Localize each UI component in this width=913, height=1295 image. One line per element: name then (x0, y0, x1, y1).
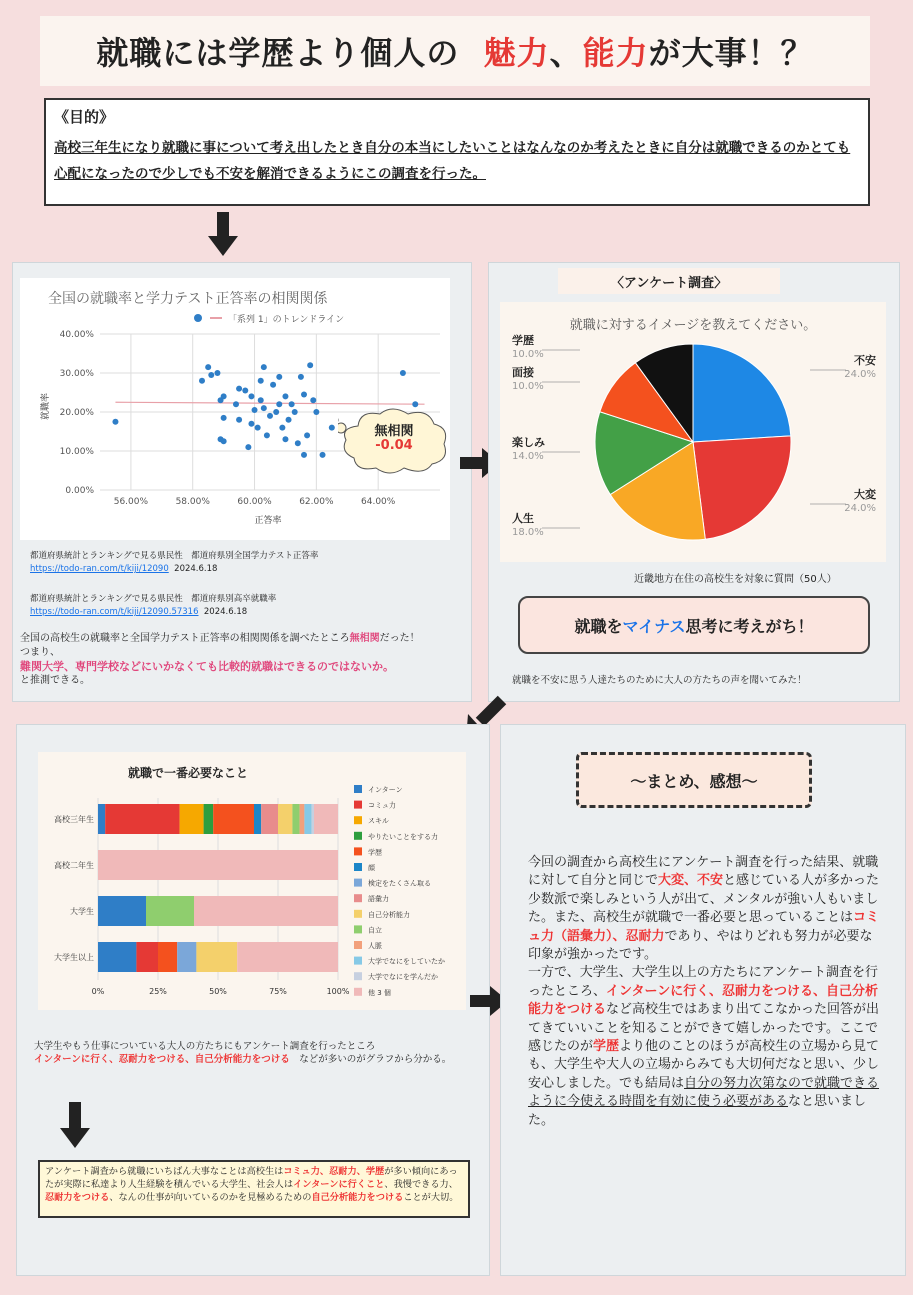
bar-x-tick: 100% (326, 987, 350, 996)
bar-segment (312, 804, 314, 834)
scatter-point (313, 409, 319, 415)
scatter-title: 全国の就職率と学力テスト正答率の相関関係 (48, 291, 328, 307)
bar-legend-label: 検定をたくさん取る (368, 879, 431, 888)
bar-title: 就職で一番必要なこと (127, 766, 248, 780)
purpose-box (44, 98, 870, 206)
scatter-point (258, 378, 264, 384)
conclusion-minus: マイナス (622, 616, 686, 636)
pie-label-percent: 24.0% (844, 369, 876, 380)
bar-legend-swatch (354, 816, 362, 824)
bar-segment (314, 804, 338, 834)
survey-note: 近畿地方在住の高校生を対象に質問（50人） (634, 574, 837, 585)
summary-p2-c: より他のことのほうが高校生の立場から見ても、大学生や大人の立場からみても大切何だなと思い、少し安心しました。でも結局は (528, 1039, 880, 1091)
source-2-date: 2024.6.18 (203, 607, 248, 617)
bar-legend-swatch (354, 925, 362, 933)
scatter-point (304, 432, 310, 438)
scatter-point (199, 378, 205, 384)
scatter-point (292, 409, 298, 415)
adult-line-1: 大学生やもう仕事についている大人の方たちにもアンケート調査を行ったところ (34, 1041, 376, 1052)
conclusion-suffix: 思考に考えがち！ (685, 616, 814, 636)
source-2-title: 都道府県統計とランキングで見る県民性 都道府県別高卒就職率 (30, 594, 277, 604)
box-highlight-2: インターンに行くこと (293, 1179, 385, 1190)
summary-text (528, 854, 884, 1130)
scatter-point (400, 370, 406, 376)
bar-x-tick: 75% (269, 987, 287, 996)
bar-segment (194, 896, 338, 926)
scatter-point (205, 364, 211, 370)
title-text: 就職には学歴より個人の (96, 34, 460, 72)
pie-label-percent: 24.0% (844, 503, 876, 514)
scatter-x-tick: 58.00% (175, 497, 210, 507)
bar-legend-swatch (354, 879, 362, 887)
analysis-line-1: 全国の高校生の就職率と全国学力テスト正答率の相関関係を調べたところ (20, 633, 350, 644)
analysis-text (20, 632, 468, 688)
summary-p2-underline: 自分の努力次第なので就職できるように今使える時間を有効に使う必要がある (528, 1075, 880, 1110)
analysis-line-1-end: だった！ (379, 633, 420, 644)
scatter-point (112, 419, 118, 425)
survey-conclusion (518, 596, 870, 654)
bar-legend-label: 人脈 (368, 942, 382, 950)
scatter-point (298, 374, 304, 380)
scatter-y-tick: 30.00% (59, 369, 94, 379)
bar-category-label: 大学生 (70, 907, 94, 916)
scatter-point (273, 409, 279, 415)
scatter-point (301, 391, 307, 397)
bar-segment (254, 804, 261, 834)
bar-x-tick: 50% (209, 987, 227, 996)
scatter-point (245, 444, 251, 450)
source-1-link[interactable]: https://todo-ran.com/t/kiji/12090 (30, 564, 169, 574)
scatter-point (258, 397, 264, 403)
bar-legend-swatch (354, 894, 362, 902)
scatter-point (276, 374, 282, 380)
bar-segment (196, 942, 237, 972)
purpose-text: 高校三年生になり就職に事について考え出したとき自分の本当にしたいことはなんなのか考えたときに自分は就職できるのかとても心配になったので少しでも不安を解消できるようにこの調査を行った。 (54, 140, 851, 182)
bar-segment (98, 850, 338, 880)
title-comma: 、 (549, 34, 583, 72)
bar-legend-swatch (354, 972, 362, 980)
scatter-y-tick: 40.00% (59, 330, 94, 340)
pie-label-percent: 14.0% (512, 451, 544, 462)
pie-label-name: 楽しみ (512, 436, 545, 449)
analysis-line-2: つまり、 (20, 647, 60, 658)
scatter-point (248, 421, 254, 427)
scatter-point (214, 370, 220, 376)
adult-highlight: インターンに行く、忍耐力をつける、自己分析能力をつける (34, 1054, 290, 1065)
pie-label-name: 大変 (854, 488, 876, 501)
purpose-heading: 《目的》 (54, 108, 115, 126)
x-axis-label: 正答率 (254, 516, 282, 526)
bar-legend-label: スキル (368, 817, 389, 826)
bar-segment (177, 942, 196, 972)
bar-segment (278, 804, 292, 834)
summary-p2-highlight: インターンに行く、忍耐力をつける、自己分析能力をつける (528, 983, 878, 1018)
scatter-point (252, 407, 258, 413)
bar-legend-swatch (354, 957, 362, 965)
box-text-4: 、なんの仕事が向いているのかを見極めるための (109, 1192, 312, 1203)
bar-legend-swatch (354, 847, 362, 855)
pie-chart-card (500, 302, 886, 562)
summary-p1: 今回の調査から高校生にアンケート調査を行った結果、就職に対して自分と同じで (528, 855, 879, 889)
box-highlight-4: 自己分析能力をつける (311, 1192, 404, 1203)
bar-legend-label: 自立 (368, 926, 382, 935)
arrow-down-icon-2 (60, 1102, 90, 1154)
bar-legend-swatch (354, 910, 362, 918)
bar-legend-label: 語彙力 (368, 895, 389, 904)
scatter-point (310, 397, 316, 403)
bar-x-tick: 25% (149, 987, 167, 996)
scatter-point (270, 382, 276, 388)
bar-legend-label: 自己分析能力 (368, 910, 410, 919)
scatter-point (307, 362, 313, 368)
bar-legend-swatch (354, 863, 362, 871)
bar-x-tick: 0% (91, 987, 105, 996)
source-2 (30, 593, 276, 619)
bar-legend-label: 大学でなにを学んだか (368, 973, 438, 982)
box-highlight-1: コミュ力、忍耐力、学歴 (283, 1166, 385, 1177)
bar-category-label: 大学生以上 (54, 953, 94, 962)
callout-value: -0.04 (375, 438, 413, 453)
bar-legend-swatch (354, 801, 362, 809)
pie-question: 就職に対するイメージを教えてください。 (569, 318, 817, 333)
scatter-point (236, 386, 242, 392)
scatter-point (264, 432, 270, 438)
scatter-point (279, 425, 285, 431)
scatter-point (218, 436, 224, 442)
bar-segment (146, 896, 194, 926)
bar-segment (304, 804, 311, 834)
scatter-point (320, 452, 326, 458)
pie-slice (693, 344, 791, 442)
pie-label-percent: 10.0% (512, 381, 544, 392)
bar-segment (261, 804, 278, 834)
summary-p2-d: なと思いました。 (528, 1094, 867, 1128)
scatter-point (286, 417, 292, 423)
box-text-2: が多い傾向にあったが実際に私達より人生経験を積んでいる大学生、社会人は (45, 1166, 458, 1190)
survey-followup: 就職を不安に思う人達たちのために大人の方たちの声を聞いてみた！ (512, 675, 807, 686)
summary-p2-highlight-2: 学歴 (593, 1039, 620, 1055)
scatter-point (276, 401, 282, 407)
scatter-point (261, 364, 267, 370)
title-highlight-charm: 魅力 (483, 34, 550, 72)
scatter-point (282, 436, 288, 442)
pie-label-name: 人生 (512, 512, 534, 525)
scatter-point (301, 452, 307, 458)
scatter-y-tick: 20.00% (59, 408, 94, 418)
pie-chart (500, 302, 886, 562)
pie-label-name: 面接 (512, 366, 534, 379)
bar-category-label: 高校二年生 (54, 861, 94, 870)
bar-segment (158, 942, 177, 972)
bar-segment (213, 804, 254, 834)
bar-segment (292, 804, 299, 834)
bar-legend-label: やりたいことをする力 (368, 832, 438, 841)
bar-legend-swatch (354, 941, 362, 949)
scatter-point (295, 440, 301, 446)
legend-point-marker (194, 314, 202, 322)
stacked-bar-chart (38, 752, 466, 1010)
scatter-point (236, 417, 242, 423)
title-suffix: が大事！？ (648, 34, 814, 72)
scatter-x-tick: 60.00% (237, 497, 272, 507)
scatter-point (208, 372, 214, 378)
callout-title: 無相関 (374, 424, 414, 439)
bar-segment (136, 942, 158, 972)
summary-heading: 〜まとめ、感想〜 (630, 771, 758, 791)
survey-heading-box (558, 268, 780, 294)
bar-segment (98, 804, 105, 834)
summary-heading-box (576, 752, 812, 808)
y-axis-label: 就職率 (41, 392, 51, 420)
scatter-point (221, 415, 227, 421)
bar-segment (98, 942, 136, 972)
legend-trend-label: 「系列 1」のトレンドライン (228, 315, 345, 325)
scatter-x-tick: 56.00% (113, 497, 149, 507)
pie-label-percent: 18.0% (512, 527, 544, 538)
box-text-1: アンケート調査から就職にいちばん大事なことは高校生は (45, 1166, 284, 1177)
bar-legend-label: 他 3 個 (368, 988, 391, 997)
analysis-line-3: 難関大学、専門学校などにいかなくても比較的就職はできるのではないか。 (20, 660, 394, 673)
box-text-5: ことが大切。 (403, 1192, 459, 1203)
pie-label-name: 不安 (854, 354, 876, 367)
survey-heading: 〈アンケート調査〉 (610, 275, 728, 291)
scatter-y-tick: 10.00% (59, 447, 94, 457)
scatter-point (261, 405, 267, 411)
bar-chart-card (38, 752, 466, 1010)
bar-segment (204, 804, 214, 834)
pie-label-percent: 10.0% (512, 349, 544, 360)
scatter-point (242, 388, 248, 394)
summary-p1-highlight-2: コミュ力（語彙力）、忍耐力 (528, 910, 880, 944)
bar-legend-label: インターン (368, 786, 403, 794)
scatter-point (255, 425, 261, 431)
bar-legend-swatch (354, 988, 362, 996)
pie-slice (693, 436, 791, 539)
scatter-point (329, 425, 335, 431)
bar-legend-swatch (354, 785, 362, 793)
arrow-down-icon (208, 212, 238, 262)
scatter-point (221, 393, 227, 399)
summary-p2-b: など高校生ではあまり出てこなかった回答が出てきていいことを知ることができて嬉しかったです。ここで感じたのが (528, 1002, 880, 1055)
bar-legend-label: コミュ力 (368, 801, 396, 810)
bar-segment (237, 942, 338, 972)
scatter-point (267, 413, 273, 419)
bar-legend-swatch (354, 832, 362, 840)
bar-category-label: 高校三年生 (54, 815, 94, 824)
analysis-line-4: と推測できる。 (20, 675, 90, 686)
bar-legend-label: 学歴 (368, 848, 382, 857)
bar-segment (300, 804, 305, 834)
summary-p1-highlight: 大変、不安 (658, 873, 724, 889)
scatter-point (289, 401, 295, 407)
source-1 (30, 550, 318, 576)
conclusion-prefix: 就職を (574, 616, 623, 636)
bar-segment (105, 804, 179, 834)
source-2-link[interactable]: https://todo-ran.com/t/kiji/12090.57316 (30, 607, 199, 617)
analysis-no-correlation: 無相関 (349, 633, 380, 644)
correlation-callout (338, 406, 450, 474)
adult-survey-text (34, 1040, 474, 1066)
summary-p1-c: であり、やはりどれも努力が必要な印象が強かったです。 (528, 928, 873, 963)
bar-segment (180, 804, 204, 834)
box-text-3: 、我慢できる力、 (384, 1179, 458, 1190)
title-highlight-ability: 能力 (582, 34, 649, 72)
scatter-point (248, 393, 254, 399)
source-1-date: 2024.6.18 (174, 564, 218, 574)
bar-segment (98, 896, 146, 926)
bar-legend-label: 顔 (368, 864, 375, 872)
scatter-point (282, 393, 288, 399)
summary-p2: 一方で、大学生、大学生以上の方たちにアンケート調査を行ったところ、 (528, 965, 878, 999)
scatter-y-tick: 0.00% (65, 486, 94, 496)
scatter-x-tick: 62.00% (299, 497, 334, 507)
scatter-point (233, 401, 239, 407)
scatter-chart (20, 278, 450, 540)
box-highlight-3: 忍耐力をつける (45, 1192, 110, 1203)
conclusion-box (38, 1160, 470, 1218)
scatter-x-tick: 64.00% (361, 497, 396, 507)
summary-p1-b: と感じている人が多かった少数派で楽しみという人が出て、メンタルが強い人もいました。また、高校生が就職で一番必要と思っていることは (528, 873, 880, 926)
title-banner (40, 16, 870, 86)
source-1-title: 都道府県統計とランキングで見る県民性 都道府県別全国学力テスト正答率 (30, 551, 319, 561)
bar-legend-label: 大学でなにをしていたか (368, 957, 445, 966)
pie-label-name: 学歴 (512, 334, 534, 347)
adult-line-2: などが多いのがグラフから分かる。 (289, 1054, 452, 1065)
